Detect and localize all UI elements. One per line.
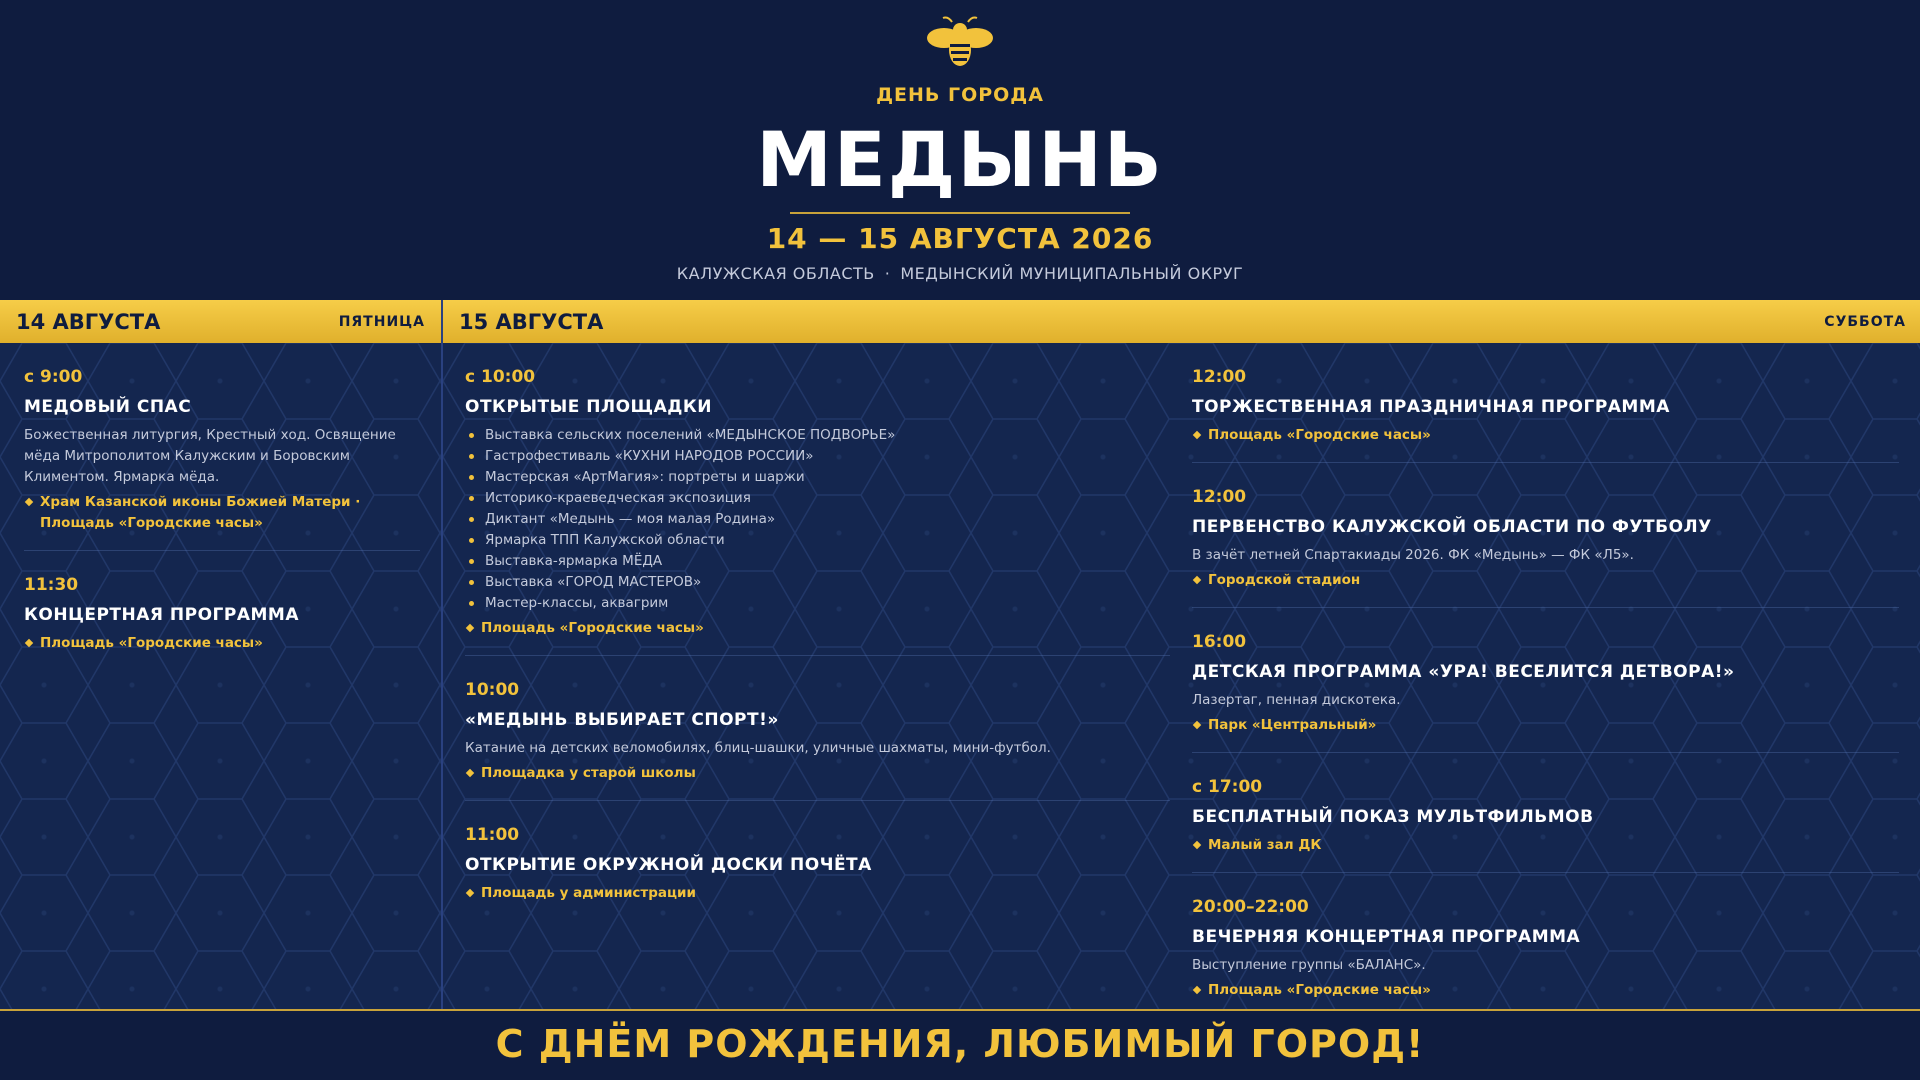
event-location: Площадь «Городские часы» [24, 633, 420, 654]
event-subtitle: ДЕНЬ ГОРОДА [876, 84, 1044, 106]
event-card [24, 551, 420, 670]
day-weekday: ПЯТНИЦА [338, 313, 425, 330]
list-item: Историко-краеведческая экспозиция [465, 488, 1170, 509]
event-location: Парк «Центральный» [1192, 715, 1899, 736]
day-weekday: СУББОТА [1824, 313, 1906, 330]
event-card [465, 343, 1170, 656]
event-title: ОТКРЫТЫЕ ПЛОЩАДКИ [465, 397, 713, 417]
event-description: Лазертаг, пенная дискотека. [1192, 692, 1401, 708]
event-title: БЕСПЛАТНЫЙ ПОКАЗ МУЛЬТФИЛЬМОВ [1192, 807, 1594, 827]
event-card [1192, 343, 1899, 463]
event-location: Малый зал ДК [1192, 835, 1899, 856]
event-description: Божественная литургия, Крестный ход. Освящение мёда Митрополитом Калужским и Боровским Климентом. Ярмарка мёда. [24, 427, 396, 485]
list-item: Выставка-ярмарка МЁДА [465, 551, 1170, 572]
day-2-schedule [443, 343, 1920, 1009]
event-location: Площадь у администрации [465, 883, 1170, 904]
event-time: 10:00 [465, 680, 520, 700]
footer-banner [0, 1009, 1920, 1080]
event-card [24, 343, 420, 551]
event-description: Выступление группы «БАЛАНС». [1192, 957, 1426, 973]
event-location: Площадь «Городские часы» [465, 618, 1170, 639]
event-dates: 14 — 15 АВГУСТА 2026 [766, 222, 1154, 255]
event-card [465, 656, 1170, 801]
day-1-column [24, 343, 420, 670]
event-time: 12:00 [1192, 367, 1247, 387]
list-item: Диктант «Медынь — моя малая Родина» [465, 509, 1170, 530]
region-line [0, 264, 1920, 283]
footer-greeting: С ДНЁМ РОЖДЕНИЯ, ЛЮБИМЫЙ ГОРОД! [495, 1022, 1425, 1066]
bee-icon [926, 14, 994, 72]
day-date: 15 АВГУСТА [459, 309, 604, 334]
title-divider [790, 212, 1130, 214]
event-title: ВЕЧЕРНЯЯ КОНЦЕРТНАЯ ПРОГРАММА [1192, 927, 1581, 947]
event-card [465, 801, 1170, 920]
event-time: 11:00 [465, 825, 520, 845]
day-1-schedule [0, 343, 441, 1009]
event-location: Площадка у старой школы [465, 763, 1170, 784]
list-item: Выставка сельских поселений «МЕДЫНСКОЕ ПОДВОРЬЕ» [465, 425, 1170, 446]
day-2-left-column [465, 343, 1170, 920]
event-time: с 10:00 [465, 367, 536, 387]
region-separator: · [884, 264, 891, 283]
event-card [1192, 873, 1899, 1009]
event-time: 20:00–22:00 [1192, 897, 1309, 917]
event-description: В зачёт летней Спартакиады 2026. ФК «Медынь» — ФК «Л5». [1192, 547, 1634, 563]
event-card [1192, 753, 1899, 873]
event-time: 11:30 [24, 575, 79, 595]
day-header-1 [0, 300, 441, 343]
event-title: ОТКРЫТИЕ ОКРУЖНОЙ ДОСКИ ПОЧЁТА [465, 855, 872, 875]
event-title: ДЕТСКАЯ ПРОГРАММА «УРА! ВЕСЕЛИТСЯ ДЕТВОРА!» [1192, 662, 1735, 682]
list-item: Гастрофестиваль «КУХНИ НАРОДОВ РОССИИ» [465, 446, 1170, 467]
event-title: КОНЦЕРТНАЯ ПРОГРАММА [24, 605, 299, 625]
event-location: Храм Казанской иконы Божией Матери · Площадь «Городские часы» [24, 492, 420, 534]
event-time: с 17:00 [1192, 777, 1263, 797]
event-time: 16:00 [1192, 632, 1247, 652]
list-item: Мастер-классы, аквагрим [465, 593, 1170, 614]
day-header-2 [443, 300, 1920, 343]
event-title: «МЕДЫНЬ ВЫБИРАЕТ СПОРТ!» [465, 710, 779, 730]
venue-list [465, 425, 1170, 614]
day-2-right-column [1192, 343, 1899, 1009]
region-name: КАЛУЖСКАЯ ОБЛАСТЬ [676, 264, 875, 283]
event-title: ПЕРВЕНСТВО КАЛУЖСКОЙ ОБЛАСТИ ПО ФУТБОЛУ [1192, 517, 1712, 537]
event-location: Городской стадион [1192, 570, 1899, 591]
header [0, 0, 1920, 300]
list-item: Выставка «ГОРОД МАСТЕРОВ» [465, 572, 1170, 593]
event-location: Площадь «Городские часы» [1192, 980, 1899, 1001]
city-title: МЕДЫНЬ [756, 115, 1164, 204]
event-time: с 9:00 [24, 367, 83, 387]
event-location: Площадь «Городские часы» [1192, 425, 1899, 446]
list-item: Ярмарка ТПП Калужской области [465, 530, 1170, 551]
day-date: 14 АВГУСТА [16, 309, 161, 334]
event-title: МЕДОВЫЙ СПАС [24, 397, 192, 417]
event-title: ТОРЖЕСТВЕННАЯ ПРАЗДНИЧНАЯ ПРОГРАММА [1192, 397, 1670, 417]
district-name: МЕДЫНСКИЙ МУНИЦИПАЛЬНЫЙ ОКРУГ [900, 264, 1244, 283]
event-time: 12:00 [1192, 487, 1247, 507]
event-card [1192, 608, 1899, 753]
list-item: Мастерская «АртМагия»: портреты и шаржи [465, 467, 1170, 488]
event-description: Катание на детских веломобилях, блиц-шашки, уличные шахматы, мини-футбол. [465, 740, 1051, 756]
event-card [1192, 463, 1899, 608]
